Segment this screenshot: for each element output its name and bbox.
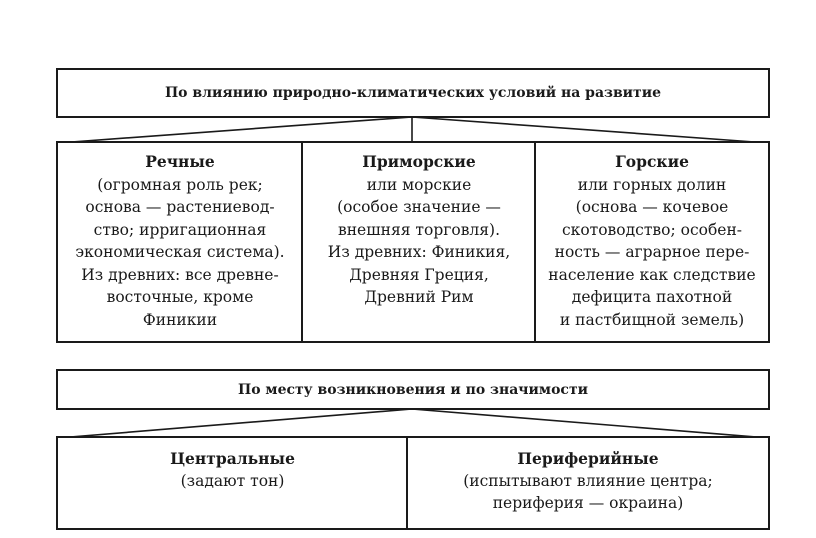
column-central-line: (задают тон) bbox=[180, 472, 285, 490]
column-river-line: восточные, кроме bbox=[106, 288, 254, 306]
column-maritime-line: или морские bbox=[366, 175, 472, 194]
column-maritime-title: Приморские bbox=[362, 152, 476, 171]
column-central bbox=[58, 438, 407, 492]
section2-header-text: По месту возникновения и по значимости bbox=[237, 381, 589, 398]
column-peripheral bbox=[408, 438, 768, 514]
column-peripheral-line: (испытывают влияние центра; bbox=[463, 472, 713, 490]
column-maritime-line: Древняя Греция, bbox=[349, 265, 489, 284]
column-maritime-line: Из древних: Финикия, bbox=[327, 243, 511, 261]
column-mountain-line: дефицита пахотной bbox=[571, 288, 733, 306]
connector-s1-left bbox=[58, 117, 412, 143]
column-river-line: основа — растениевод- bbox=[85, 198, 275, 216]
column-maritime bbox=[303, 143, 535, 309]
column-mountain-line: скотоводство; особен- bbox=[561, 220, 743, 239]
section2-header bbox=[56, 369, 770, 410]
column-river-line: (огромная роль рек; bbox=[97, 175, 263, 194]
connector-s1-right bbox=[412, 117, 768, 143]
column-river-line: экономическая система). bbox=[75, 243, 285, 261]
column-mountain-line: (основа — кочевое bbox=[575, 198, 729, 216]
connector-s2-left bbox=[58, 409, 412, 438]
column-mountain bbox=[536, 143, 768, 331]
column-mountain-line: и пастбищной земель) bbox=[559, 310, 745, 329]
column-maritime-line: внешняя торговля). bbox=[337, 220, 501, 239]
section1-header-text: По влиянию природно-климатических условий на развитие bbox=[164, 85, 662, 101]
column-mountain-line: ность — аграрное пере- bbox=[554, 243, 750, 261]
column-central-title: Центральные bbox=[170, 449, 295, 468]
column-river-line: Финикии bbox=[142, 310, 218, 329]
column-mountain-title: Горские bbox=[615, 152, 689, 171]
column-maritime-line: (особое значение — bbox=[337, 198, 501, 216]
column-maritime-line: Древний Рим bbox=[364, 288, 474, 306]
column-river-line: Из древних: все древне- bbox=[81, 265, 279, 284]
connector-s2-right bbox=[412, 409, 768, 438]
section1-header bbox=[56, 68, 770, 118]
column-mountain-line: или горных долин bbox=[577, 175, 727, 194]
column-peripheral-title: Периферийные bbox=[517, 449, 659, 468]
column-peripheral-line: периферия — окраина) bbox=[492, 494, 684, 512]
column-river-line: ство; ирригационная bbox=[93, 220, 267, 239]
column-river bbox=[58, 143, 302, 331]
column-mountain-line: население как следствие bbox=[548, 265, 756, 284]
column-river-title: Речные bbox=[145, 152, 215, 171]
